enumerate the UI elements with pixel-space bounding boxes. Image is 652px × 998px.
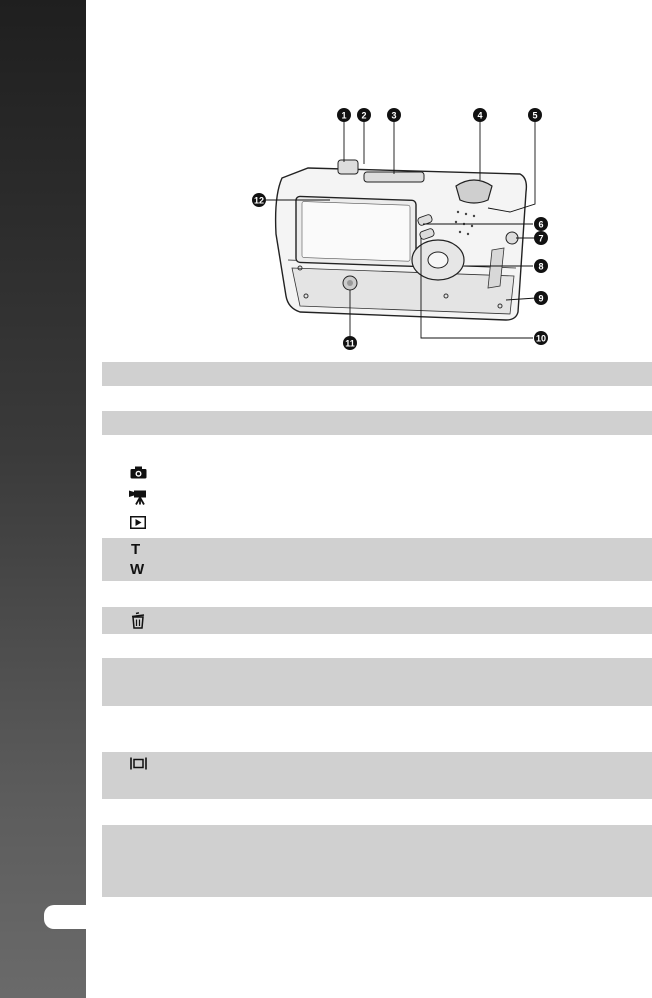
trash-icon	[131, 612, 145, 629]
callout-2	[357, 108, 371, 122]
callout-1	[337, 108, 351, 122]
callout-4	[473, 108, 487, 122]
callout-7	[534, 231, 548, 245]
svg-text:11: 11	[345, 338, 355, 349]
callout-8	[534, 259, 548, 273]
table-row	[102, 538, 652, 581]
svg-text:5: 5	[532, 110, 538, 121]
table-row	[102, 825, 652, 897]
zoom-tele-label: T	[131, 541, 141, 558]
camera-icon	[130, 466, 147, 479]
page-number-tab	[44, 905, 86, 929]
callout-5	[528, 108, 542, 122]
movie-camera-icon	[128, 490, 148, 505]
table-row	[102, 411, 652, 435]
callout-9	[534, 291, 548, 305]
table-row	[102, 607, 652, 634]
callout-6	[534, 217, 548, 231]
svg-text:12: 12	[253, 195, 265, 206]
svg-text:10: 10	[535, 333, 547, 344]
callout-10	[534, 331, 548, 345]
zoom-wide-label: W	[130, 561, 145, 578]
svg-text:6: 6	[538, 219, 544, 230]
callout-3	[387, 108, 401, 122]
svg-text:7: 7	[538, 233, 544, 244]
chapter-sidebar	[0, 0, 86, 998]
playback-icon	[130, 516, 146, 529]
camera-back-diagram	[230, 100, 560, 350]
callout-12	[252, 193, 266, 207]
svg-text:2: 2	[361, 110, 367, 121]
svg-text:9: 9	[538, 293, 544, 304]
svg-text:8: 8	[538, 261, 544, 272]
callout-11	[343, 336, 357, 350]
table-row	[102, 658, 652, 706]
svg-text:3: 3	[391, 110, 397, 121]
svg-text:1: 1	[341, 110, 347, 121]
display-icon	[130, 757, 147, 770]
table-row	[102, 362, 652, 386]
table-row	[102, 752, 652, 799]
svg-text:4: 4	[477, 110, 483, 121]
